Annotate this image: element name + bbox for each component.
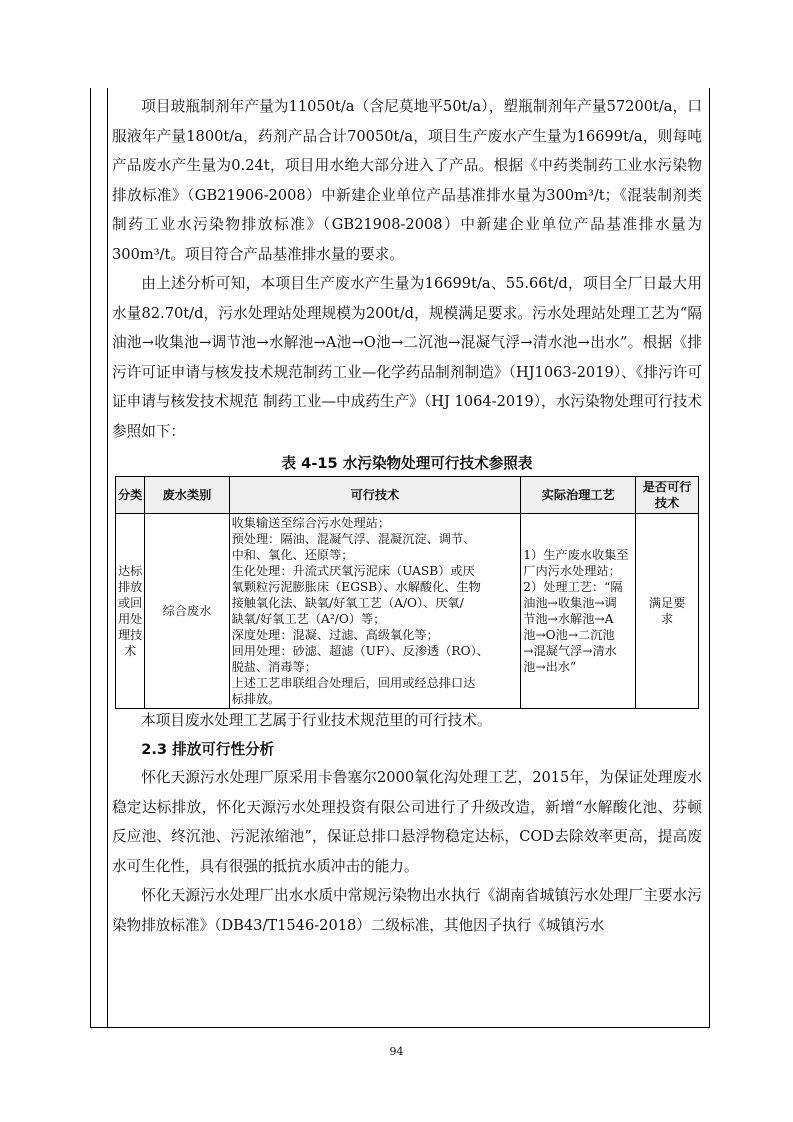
tech-line: 回用处理：砂滤、超滤（UF）、反渗透（RO）、 (231, 644, 489, 658)
paragraph-analysis: 由上述分析可知，本项目生产废水产生量为16699t/a、55.66t/d，项目全厂日最大用水量82.70t/d，污水处理站处理规模为200t/d，规模满足要求。污水处理站处理工艺为“隔油池→收集池→调节池→水解池→A池→O池→二沉池→混凝气浮→清水池→出水”。根据《排污许可证申请与核发技术规范制药工业—化学药品制剂制造》（HJ1063-2019）、《排污许可证申请与核发技术规范 制药工业—中成药生产》（HJ 1064-2019），水污染物处理可行技术参照如下： (112, 275, 702, 440)
header-category: 分类 (116, 477, 145, 514)
cell-category-line: 排放 (118, 580, 143, 594)
tech-line: 深度处理：混凝、过滤、高级氧化等； (231, 628, 439, 642)
feasible-line: 求 (661, 612, 674, 626)
tech-line: 氧颗粒污泥膨胀床（EGSB）、水解酸化、生物 (231, 580, 481, 594)
actual-line: →混凝气浮→清水 (523, 644, 617, 658)
table-row (116, 514, 699, 709)
frame-right-border (709, 88, 710, 1028)
header-wastewater-type: 废水类别 (145, 477, 229, 514)
tech-line: 生化处理：升流式厌氧污泥床（UASB）或厌 (231, 564, 475, 578)
cell-wastewater-type: 综合废水 (145, 514, 229, 709)
cell-category (116, 514, 145, 709)
tech-line: 预处理：隔油、混凝气浮、混凝沉淀、调节、 (231, 532, 476, 546)
paragraph-upgrade: 怀化天源污水处理厂原采用卡鲁塞尔2000氧化沟处理工艺，2015年，为保证处理废水稳定达标排放，怀化天源污水处理投资有限公司进行了升级改造，新增“水解酸化池、芬顿反应池、终沉池、污泥浓缩池”，保证总排口悬浮物稳定达标，COD去除效率更高，提高废水可生化性，具有很强的抵抗水质冲击的能力。 (112, 769, 702, 875)
tech-line: 脱盐、消毒等； (231, 660, 317, 674)
paragraph-product-water: 项目玻瓶制剂年产量为11050t/a（含尼莫地平50t/a），塑瓶制剂年产量57200t/a，口服液年产量1800t/a，药剂产品合计70050t/a，项目生产废水产生量为16699t/a，则每吨产品废水产生量为0.24t，项目用水绝大部分进入了产品。根据《中药类制药工业水污染物排放标准》（GB21906-2008）中新建企业单位产品基准排水量为300m³/t；《混装制剂类制药工业水污染物排放标准》（GB21908-2008）中新建企业单位产品基准排水量为300m³/t。项目符合产品基准排水量的要求。 (112, 98, 702, 263)
actual-line: 1）生产废水收集至 (523, 548, 629, 562)
cell-category-line: 达标 (118, 564, 143, 578)
table-header-row (116, 477, 699, 514)
feasible-line: 满足要 (648, 596, 686, 610)
actual-line: 2）处理工艺：“隔 (523, 580, 623, 594)
cell-actual-process (521, 514, 636, 709)
frame-bottom-border (90, 1027, 710, 1028)
page-number: 94 (389, 1045, 404, 1058)
tech-line: 收集输送至综合污水处理站； (231, 516, 391, 530)
cell-is-feasible (636, 514, 699, 709)
document-body (112, 92, 702, 940)
tech-line: 上述工艺串联组合处理后，回用或经总排口达 (231, 676, 476, 690)
paragraph-after-table: 本项目废水处理工艺属于行业技术规范里的可行技术。 (141, 712, 492, 729)
feasible-technology-table (115, 476, 699, 709)
cell-category-line: 或回 (118, 596, 143, 610)
frame-inner-left-border (107, 88, 108, 1028)
actual-line: 池→出水” (523, 660, 577, 674)
frame-left-border (90, 88, 91, 1028)
actual-line: 油池→收集池→调 (523, 596, 617, 610)
cell-category-line: 理技 (118, 628, 143, 642)
actual-line: 厂内污水处理站； (523, 564, 621, 578)
header-is-feasible: 是否可行技术 (636, 477, 699, 514)
cell-feasible-technology (229, 514, 521, 709)
table-caption: 表 4-15 水污染物处理可行技术参照表 (281, 455, 533, 472)
tech-line: 中和、氧化、还原等； (231, 548, 354, 562)
actual-line: 节池→水解池→A (523, 612, 614, 626)
tech-line: 缺氧/好氧工艺（A²/O）等； (231, 612, 386, 626)
section-heading: 2.3 排放可行性分析 (141, 741, 275, 758)
actual-line: 池→O池→二沉池 (523, 628, 615, 642)
header-feasible-technology: 可行技术 (229, 477, 521, 514)
header-actual-process: 实际治理工艺 (521, 477, 636, 514)
cell-category-line: 用处 (118, 612, 143, 626)
tech-line: 标排放。 (231, 692, 281, 706)
cell-category-line: 术 (124, 644, 137, 658)
paragraph-discharge-standard: 怀化天源污水处理厂出水水质中常规污染物出水执行《湖南省城镇污水处理厂主要水污染物排放标准》（DB43/T1546-2018）二级标准，其他因子执行《城镇污水 (112, 887, 702, 934)
tech-line: 接触氧化法、缺氧/好氧工艺（A/O）、厌氧/ (231, 596, 464, 610)
